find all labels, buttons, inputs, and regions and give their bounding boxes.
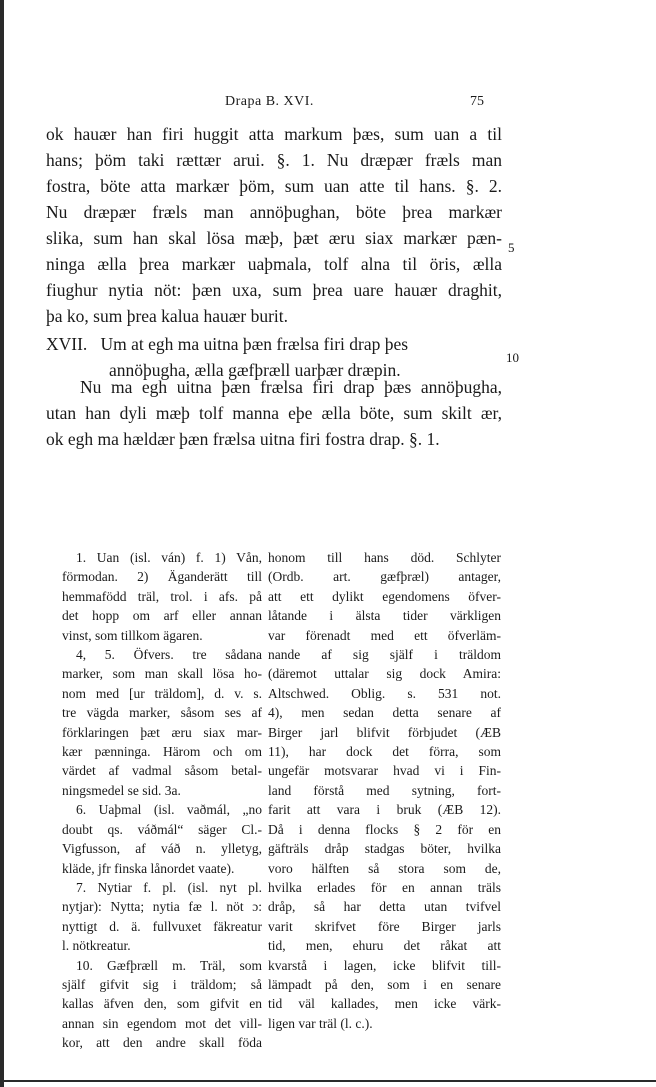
footnote-line: förklaringen þæt æru siax mar- [62, 724, 262, 740]
footnote-line: värdet af vadmal såsom betal- [62, 763, 262, 779]
text-line: Nu dræpær fræls man annöþughan, böte þrea markær [46, 202, 502, 222]
footnote-line: kvarstå i lagen, icke blifvit till- [268, 957, 501, 973]
footnote-line: 4, 5. Öfvers. tre sådana [76, 647, 262, 663]
footnote-line: kor, att den andre skall föda [62, 1035, 262, 1051]
text-line: hans; þöm taki rættær arui. §. 1. Nu dræpær fræls man [46, 150, 502, 170]
footnote-line: tid väl kallades, men icke värk- [268, 996, 501, 1012]
footnote-line: att ett dylikt egendomens öfver- [268, 588, 501, 604]
text-line: fostra, böte atta markær þöm, sum uan atte til hans. §. 2. [46, 176, 502, 196]
footnote-line: gäfträls dråp stadgas böter, hvilka [268, 841, 501, 857]
footnote-line: 1. Uan (isl. ván) f. 1) Vån, [76, 550, 262, 565]
paragraph-2 [46, 374, 502, 452]
page-number: 75 [470, 94, 484, 109]
text-line: ok egh ma hældær þæn frælsa uitna firi fostra drap. §. 1. [46, 429, 440, 449]
footnote-line: Altschwed. Oblig. s. 531 not. [268, 685, 501, 701]
line-number-10: 10 [506, 350, 519, 365]
footnote-line: Då i denna flocks § 2 för en [268, 821, 501, 837]
footnote-line: (Ordb. art. gæfþræl) antager, [268, 569, 501, 585]
text-line: utan han dyli mæþ tolf manna eþe ælla böte, sum skilt ær, [46, 403, 502, 423]
footnote-line: voro hälften så stora som de, [268, 860, 501, 876]
chapter-title-line: Um at egh ma uitna þæn frælsa firi drap þes [100, 334, 409, 354]
footnote-line: ningsmedel se sid. 3a. [62, 782, 181, 798]
footnote-line: kær pænninga. Härom och om [62, 744, 262, 760]
footnote-line: vinst, som tillkom ägaren. [62, 627, 203, 643]
text-line: ok hauær han firi huggit atta markum þæs, sum uan a til [46, 124, 502, 144]
footnote-line: det hopp om arf eller annan [62, 608, 262, 624]
footnote-line: kallas äfven den, som gifvit en [62, 996, 262, 1012]
footnote-line: 6. Uaþmal (isl. vaðmál, „no [76, 802, 262, 818]
footnote-line: hemmafödd träl, trol. i afs. på [62, 588, 262, 604]
footnote-line: tre vägda marker, såsom ses af [62, 705, 262, 721]
footnote-line: 4), men sedan detta senare af [268, 705, 501, 721]
footnote-line: lämpadt på den, som i en senare [268, 976, 501, 992]
footnote-line: honom till hans död. Schlyter [268, 550, 501, 565]
footnote-line: l. nötkreatur. [62, 938, 131, 954]
footnote-line: land förstå med sytning, fort- [268, 782, 501, 798]
footnote-line: hvilka erlades för en annan träls [268, 879, 501, 895]
line-number-5: 5 [508, 240, 515, 255]
text-line: slika, sum han skal lösa mæþ, þæt æru siax markær pæn- [46, 228, 502, 248]
paragraph-1 [46, 121, 502, 329]
footnote-line: förmodan. 2) Äganderätt till [62, 569, 262, 585]
footnotes-right-column [268, 548, 501, 1033]
footnote-line: Birger jarl blifvit förbjudet (ÆB [268, 724, 501, 740]
footnote-line: annan sin egendom mot det vill- [62, 1015, 262, 1031]
footnote-line: varit skrifvet före Birger jarls [268, 918, 501, 934]
footnote-line: Vigfusson, af váð n. ylletyg, [62, 841, 262, 857]
footnotes-left-column [62, 548, 262, 1053]
footnote-line: tid, men, ehuru det råkat att [268, 938, 501, 954]
chapter-title-line: annöþugha, ælla gæfþræll uarþær dræpin. [109, 360, 401, 380]
footnote-line: nande af sig själf i träldom [268, 647, 501, 663]
footnote-line: ungefär motsvarar hvad vi i Fin- [268, 763, 501, 779]
footnote-line: låtande i älsta tider värkligen [268, 608, 501, 624]
footnote-line: dråp, så har detta utan tvifvel [268, 899, 501, 915]
footnote-line: ligen var träl (l. c.). [268, 1015, 373, 1031]
footnote-line: 11), har dock det förra, som [268, 744, 501, 760]
chapter-numeral: XVII. [46, 334, 88, 354]
text-line: Nu ma egh uitna þæn frælsa firi drap þæs annöþugha, [80, 377, 502, 397]
text-line: ninga ælla þrea markær uaþmala, tolf alna til öris, ælla [46, 254, 502, 274]
running-header: Drapa B. XVI. [225, 94, 314, 109]
footnote-line: farit att vara i bruk (ÆB 12). [268, 802, 501, 818]
text-line: þa ko, sum þrea kalua hauær burit. [46, 306, 289, 326]
footnote-line: 10. Gæfþræll m. Träl, som [76, 957, 262, 973]
footnote-line: var förenadt med ett öfverläm- [268, 627, 501, 643]
footnote-line: nyttigt d. ä. fullvuxet fäkreatur [62, 918, 262, 934]
page-edge [0, 0, 4, 1087]
text-line: fiughur nytia nöt: þæn uxa, sum þrea uare hauær draghit, [46, 280, 502, 300]
footnote-line: doubt qs. váðmál“ säger Cl.- [62, 821, 262, 837]
footnote-line: marker, som man skall lösa ho- [62, 666, 262, 682]
footnote-line: nytjar): Nytta; nytia fæ l. nöt ɔ: [62, 899, 262, 915]
footnote-line: nom med [ur träldom], d. v. s. [62, 685, 262, 701]
footnote-line: själf gifvit sig i träldom; så [62, 976, 262, 992]
footnote-line: 7. Nytiar f. pl. (isl. nyt pl. [76, 879, 262, 895]
page-bottom-edge [0, 1080, 656, 1082]
footnote-line: kläde, jfr finska lånordet vaate). [62, 860, 235, 876]
footnote-line: (däremot uttalar sig dock Amira: [268, 666, 501, 682]
